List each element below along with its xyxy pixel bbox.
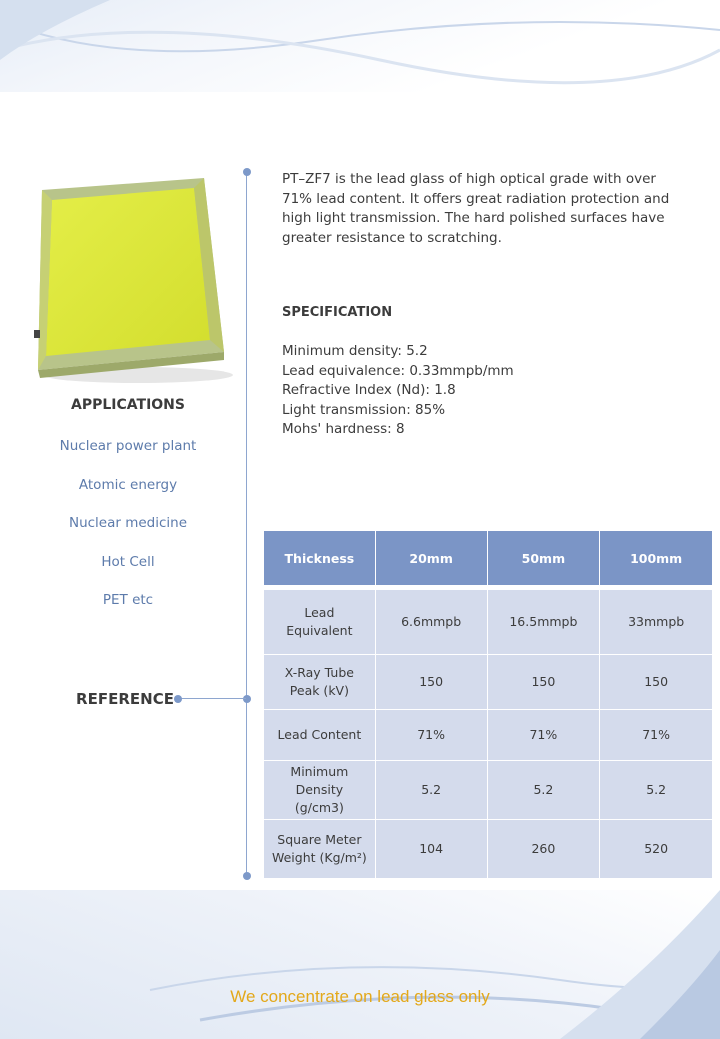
table-cell: 6.6mmpb — [376, 590, 487, 654]
reference-title: REFERENCE — [76, 690, 174, 708]
table-header: 100mm — [600, 531, 712, 585]
top-decoration — [0, 0, 720, 92]
lead-glass-block-image — [28, 170, 238, 385]
table-cell: 16.5mmpb — [488, 590, 600, 654]
reference-dot — [174, 695, 182, 703]
table-row — [264, 761, 712, 819]
table-cell: Lead Equivalent — [264, 590, 375, 654]
applications-title: APPLICATIONS — [71, 397, 185, 413]
table-cell: 104 — [376, 820, 487, 878]
application-item: Nuclear power plant — [59, 438, 197, 454]
specification-title: SPECIFICATION — [282, 305, 393, 320]
table-cell: 5.2 — [488, 761, 600, 819]
reference-connector — [178, 698, 246, 699]
table-cell: 71% — [376, 710, 487, 760]
bottom-swoosh — [0, 890, 720, 1039]
table-cell: Square Meter Weight (Kg/m²) — [264, 820, 375, 878]
specification-list — [282, 342, 514, 440]
table-row — [264, 590, 712, 654]
spec-item: Lead equivalence: 0.33mmpb/mm — [282, 362, 514, 379]
applications-list — [28, 438, 228, 631]
timeline-dot-bottom — [243, 872, 251, 880]
table-header: 20mm — [376, 531, 487, 585]
application-item: Hot Cell — [101, 553, 155, 570]
table-row — [264, 655, 712, 709]
table-cell: 5.2 — [376, 761, 487, 819]
table-cell: 71% — [600, 710, 712, 760]
table-row — [264, 820, 712, 878]
timeline-dot-top — [243, 168, 251, 176]
table-cell: 150 — [600, 655, 712, 709]
spec-item: Refractive Index (Nd): 1.8 — [282, 382, 456, 398]
table-cell: X-Ray Tube Peak (kV) — [264, 655, 375, 709]
spec-item: Minimum density: 5.2 — [282, 343, 428, 359]
table-cell: 520 — [600, 820, 712, 878]
top-swoosh — [0, 0, 720, 92]
table-cell: 260 — [488, 820, 600, 878]
spec-item: Mohs' hardness: 8 — [282, 421, 405, 437]
product-description: PT–ZF7 is the lead glass of high optical grade with over 71% lead content. It offers great radiation protection and high light transmission. The hard polished surfaces have greater resistance to scratching. — [282, 171, 670, 246]
table-header: 50mm — [488, 531, 600, 585]
timeline-line — [246, 172, 247, 876]
table-cell: 150 — [376, 655, 487, 709]
reference-table — [263, 530, 713, 879]
table-cell: 33mmpb — [600, 590, 712, 654]
footer-tagline: We concentrate on lead glass only — [230, 987, 490, 1006]
table-cell: Minimum Density (g/cm3) — [264, 761, 375, 819]
table-row — [264, 710, 712, 760]
table-cell: 150 — [488, 655, 600, 709]
bottom-decoration — [0, 890, 720, 1039]
table-cell: Lead Content — [264, 710, 375, 760]
spec-item: Light transmission: 85% — [282, 401, 446, 418]
application-item: Nuclear medicine — [68, 515, 188, 531]
table-cell: 71% — [488, 710, 600, 760]
timeline-dot-middle — [243, 695, 251, 703]
application-item: PET etc — [102, 592, 154, 608]
table-cell: 5.2 — [600, 761, 712, 819]
application-item: Atomic energy — [78, 476, 178, 493]
table-header: Thickness — [264, 531, 375, 585]
